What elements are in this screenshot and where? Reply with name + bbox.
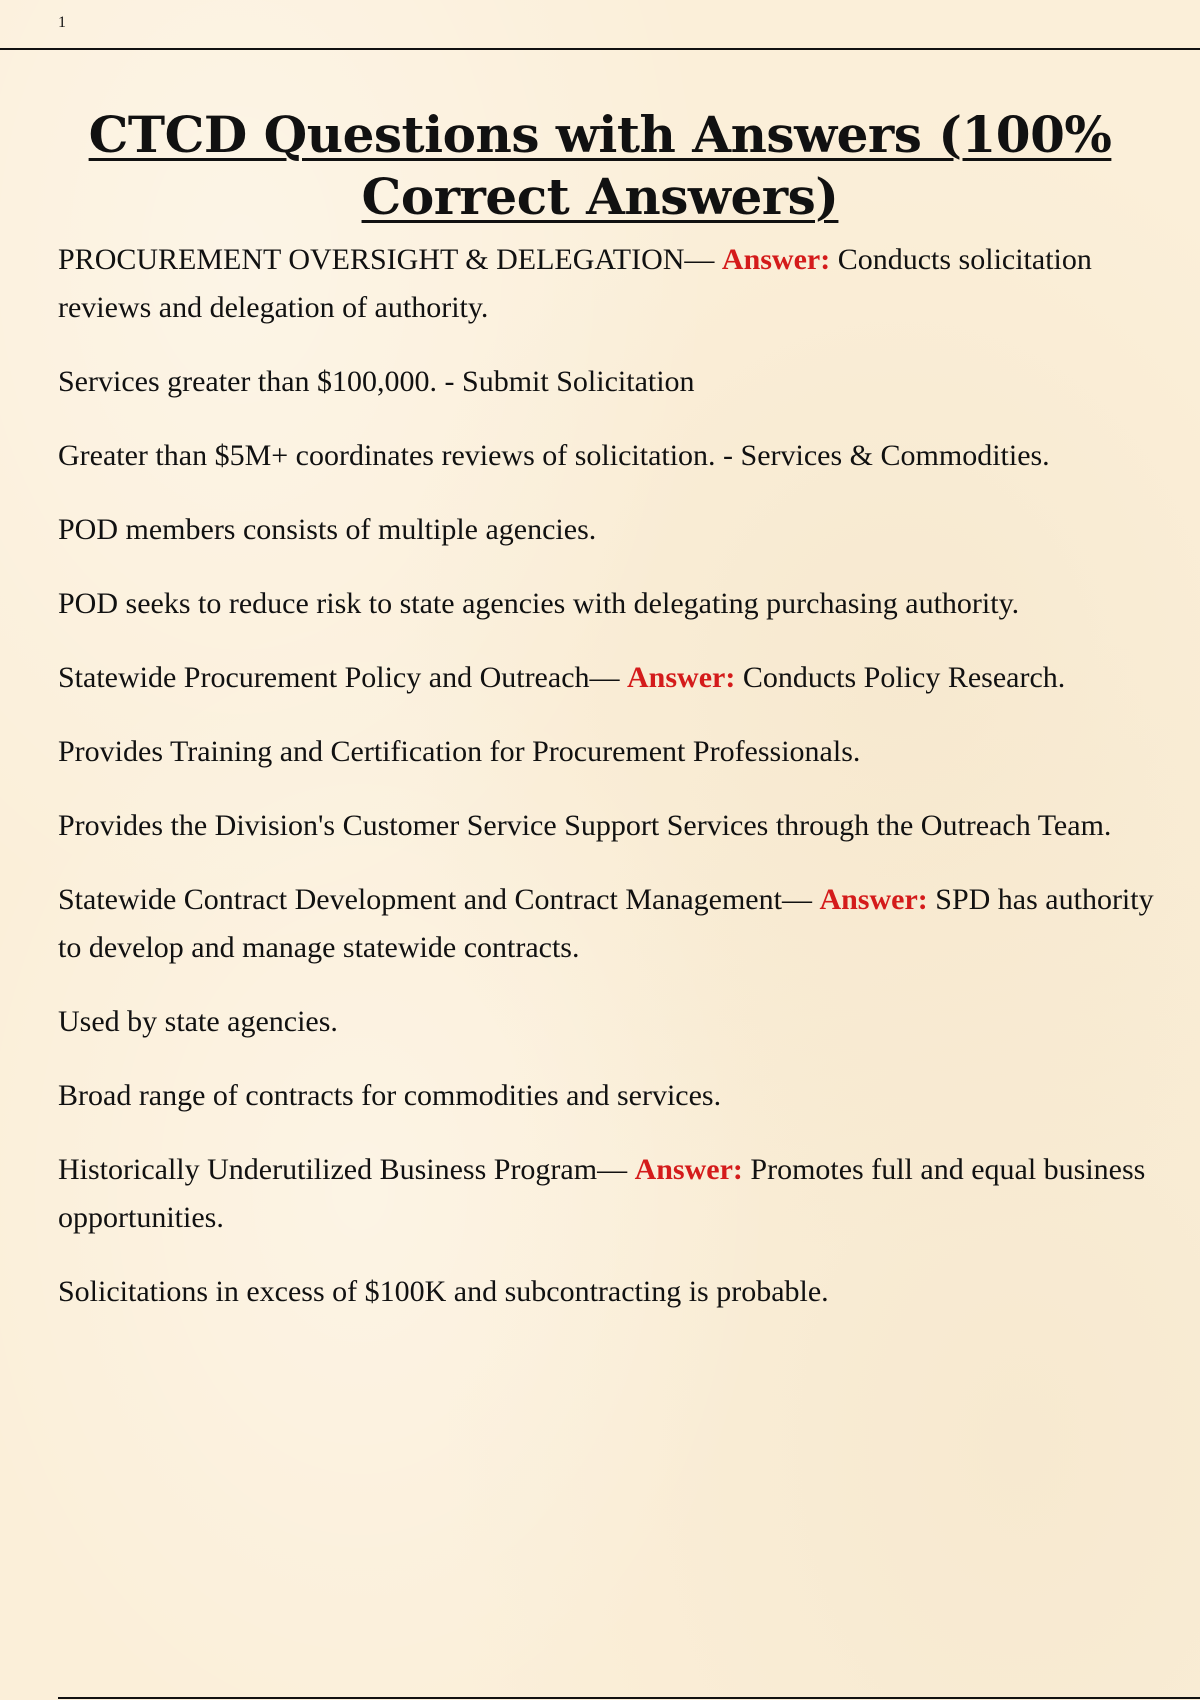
note-paragraph: Solicitations in excess of $100K and subcontracting is probable. [58,1275,829,1308]
answer-label: Answer: [721,243,831,276]
note-paragraph: Broad range of contracts for commodities and services. [58,1079,722,1112]
question-text: PROCUREMENT OVERSIGHT & DELEGATION— [58,243,715,276]
note-paragraph: Greater than $5M+ coordinates reviews of solicitation. - Services & Commodities. [58,439,1050,472]
note-paragraph: Provides Training and Certification for Procurement Professionals. [58,735,861,768]
question-text: Statewide Procurement Policy and Outreach— [58,661,620,694]
page-number: 1 [58,14,66,31]
answer-label: Answer: [819,883,928,916]
answer-text: Conducts Policy Research. [742,661,1066,694]
document-body [58,236,1158,1342]
note-paragraph: POD seeks to reduce risk to state agencies with delegating purchasing authority. [58,587,1020,620]
answer-text: SPD has authority to develop and manage statewide contracts. [58,883,1154,964]
page-title: CTCD Questions with Answers (100% Correct Answers) [88,105,1112,226]
answer-text: Promotes full and equal business opportunities. [58,1153,1146,1234]
note-paragraph: Provides the Division's Customer Service Support Services through the Outreach Team. [58,809,1112,842]
answer-text: Conducts solicitation reviews and delegation of authority. [58,243,1092,324]
footer-rule [58,1697,1200,1699]
qa-paragraph [58,654,1158,702]
qa-paragraph [58,236,1158,332]
answer-label: Answer: [627,661,736,694]
note-paragraph: Used by state agencies. [58,1005,338,1038]
answer-label: Answer: [634,1153,743,1186]
header-rule [0,48,1200,50]
note-paragraph: Services greater than $100,000. - Submit Solicitation [58,365,695,398]
qa-paragraph [58,1146,1158,1242]
question-text: Historically Underutilized Business Program— [58,1153,628,1186]
note-paragraph: POD members consists of multiple agencies. [58,513,597,546]
question-text: Statewide Contract Development and Contract Management— [58,883,812,916]
qa-paragraph [58,876,1158,972]
